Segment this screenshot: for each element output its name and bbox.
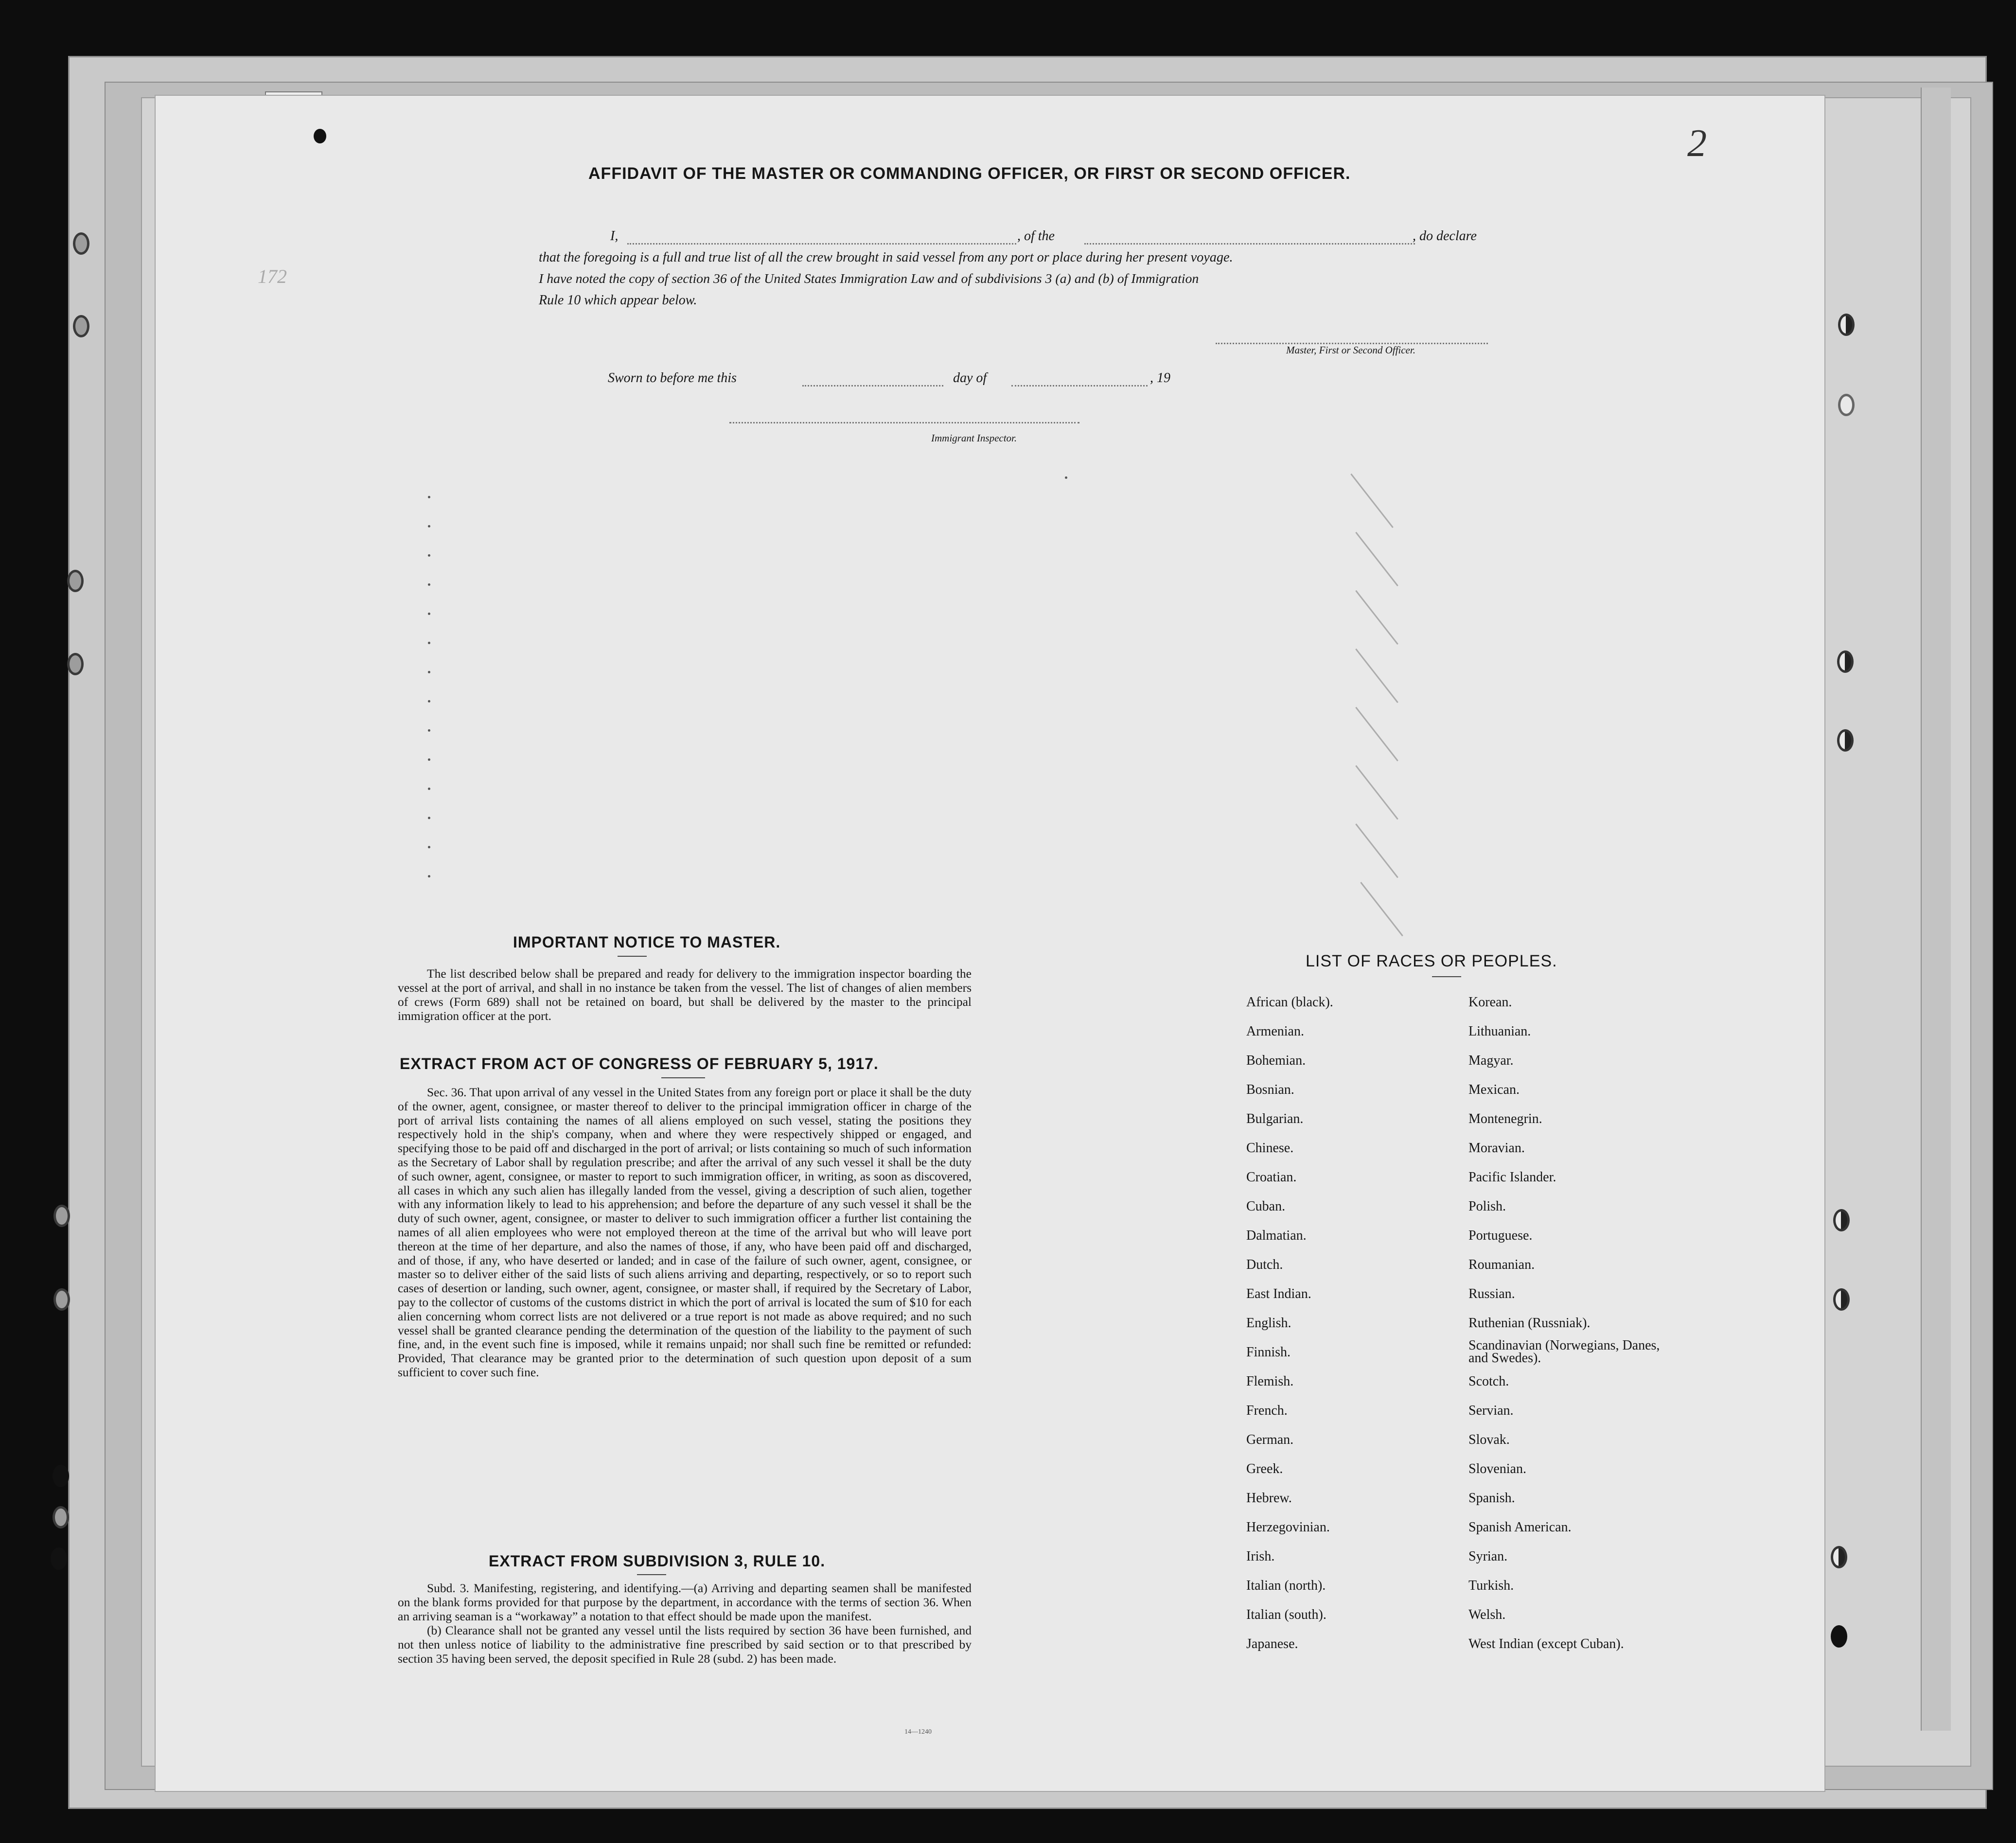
race-item: Herzegovinian. xyxy=(1246,1520,1330,1535)
race-item: Korean. xyxy=(1468,995,1512,1010)
page-number-mark: 2 xyxy=(1687,122,1707,165)
race-item: Moravian. xyxy=(1468,1141,1525,1156)
binder-hole xyxy=(67,570,84,592)
race-item: Bulgarian. xyxy=(1246,1111,1304,1126)
binder-hole xyxy=(73,315,89,337)
race-item: Armenian. xyxy=(1246,1024,1304,1039)
row-mark xyxy=(428,758,430,761)
binder-hole xyxy=(1833,1288,1850,1311)
race-item: Greek. xyxy=(1246,1461,1283,1476)
year-text: , 19 xyxy=(1150,370,1170,386)
rule-para-b: (b) Clearance shall not be granted any vessel until the lists required by section 36 have been furnished, and not then unless notice of liability to the administrative fine prescribed by said section or to that prescribed by section 35 having been served, the deposit specified in Rule 28 (subd. 2) has been made. xyxy=(398,1623,972,1666)
race-item: Pacific Islander. xyxy=(1468,1170,1556,1185)
punch-dot xyxy=(314,129,326,143)
race-item: Dalmatian. xyxy=(1246,1228,1307,1243)
race-item: German. xyxy=(1246,1432,1294,1447)
act-extract-title: EXTRACT FROM ACT OF CONGRESS OF FEBRUARY 5, 1917. xyxy=(400,1055,879,1072)
row-mark xyxy=(428,496,430,498)
races-list-right xyxy=(1468,995,1678,1666)
races-title: LIST OF RACES OR PEOPLES. xyxy=(1306,952,1557,970)
day-blank xyxy=(802,385,943,386)
row-mark xyxy=(428,788,430,790)
row-mark xyxy=(428,729,430,732)
race-item: Ruthenian (Russniak). xyxy=(1468,1316,1591,1331)
affidavit-line-3: I have noted the copy of section 36 of the United States Immigration Law and of subdivisions 3 (a) and (b) of Immigration xyxy=(539,271,1199,286)
race-item: Lithuanian. xyxy=(1468,1024,1531,1039)
affidavit-do-declare: , do declare xyxy=(1413,228,1477,244)
race-item: Dutch. xyxy=(1246,1257,1283,1272)
rule-para-a: Subd. 3. Manifesting, registering, and identifying.—(a) Arriving and departing seamen shall be manifested on the blank forms provided for that purpose by the department, in accordance with the terms of section 36. When an arriving seaman is a “workaway” a notation to that effect should be made upon the manifest. xyxy=(398,1581,972,1623)
notice-title: IMPORTANT NOTICE TO MASTER. xyxy=(513,933,781,951)
race-item: Spanish. xyxy=(1468,1491,1515,1506)
race-item: English. xyxy=(1246,1316,1291,1331)
race-item: African (black). xyxy=(1246,995,1333,1010)
rule-extract-body xyxy=(398,1581,972,1666)
binder-hole xyxy=(1838,394,1855,416)
title-rule xyxy=(661,1077,705,1078)
binder-hole xyxy=(1838,314,1855,336)
month-blank xyxy=(1011,385,1148,386)
name-blank xyxy=(627,243,1016,245)
race-item: Italian (north). xyxy=(1246,1578,1326,1593)
binder-hole xyxy=(1833,1209,1850,1231)
print-code: 14—1240 xyxy=(904,1728,932,1736)
race-item: Japanese. xyxy=(1246,1636,1298,1651)
race-item: Hebrew. xyxy=(1246,1491,1292,1506)
race-item: Chinese. xyxy=(1246,1141,1294,1156)
affidavit-title: AFFIDAVIT OF THE MASTER OR COMMANDING OFFICER, OR FIRST OR SECOND OFFICER. xyxy=(588,164,1351,183)
binder-hole xyxy=(1837,729,1854,752)
race-item: Portuguese. xyxy=(1468,1228,1533,1243)
race-item: Scandinavian (Norwegians, Danes, and Swedes). xyxy=(1468,1338,1660,1366)
inspector-blank xyxy=(729,422,1079,423)
affidavit-i: I, xyxy=(610,228,619,244)
race-item: Russian. xyxy=(1468,1286,1515,1301)
row-mark xyxy=(428,671,430,673)
race-item: Spanish American. xyxy=(1468,1520,1572,1535)
binder-hole xyxy=(53,1205,70,1227)
race-item: Mexican. xyxy=(1468,1082,1520,1097)
row-mark xyxy=(428,525,430,527)
day-of-text: day of xyxy=(953,370,987,386)
binder-hole xyxy=(1837,650,1854,673)
binder-hole xyxy=(67,653,84,675)
race-item: Servian. xyxy=(1468,1403,1514,1418)
sworn-text: Sworn to before me this xyxy=(608,370,737,386)
binder-hole xyxy=(51,1547,67,1570)
binder-hole xyxy=(53,1465,69,1487)
race-item: Cuban. xyxy=(1246,1199,1286,1214)
races-list-left xyxy=(1246,995,1333,1666)
title-rule xyxy=(618,956,647,957)
race-item: Welsh. xyxy=(1468,1607,1506,1622)
stamp-number: 172 xyxy=(258,265,287,287)
race-item: Finnish. xyxy=(1246,1345,1291,1360)
binder-hole xyxy=(53,1506,69,1528)
row-mark xyxy=(428,613,430,615)
race-item: Turkish. xyxy=(1468,1578,1514,1593)
race-item: Croatian. xyxy=(1246,1170,1297,1185)
row-mark xyxy=(428,554,430,557)
affidavit-line-4: Rule 10 which appear below. xyxy=(539,293,697,308)
vessel-blank xyxy=(1084,243,1415,245)
row-mark xyxy=(428,817,430,819)
race-item: Irish. xyxy=(1246,1549,1275,1564)
row-mark xyxy=(428,875,430,878)
row-mark xyxy=(428,583,430,586)
race-item: Slovenian. xyxy=(1468,1461,1526,1476)
race-item: Slovak. xyxy=(1468,1432,1510,1447)
title-rule xyxy=(1432,976,1461,977)
race-item: Syrian. xyxy=(1468,1549,1508,1564)
race-item: French. xyxy=(1246,1403,1288,1418)
race-item: Bosnian. xyxy=(1246,1082,1294,1097)
act-extract-body: Sec. 36. That upon arrival of any vessel in the United States from any foreign port or place it shall be the duty of the owner, agent, consignee, or master thereof to deliver to the principal immigration officer in charge of the port of arrival lists containing the names of all aliens employed on such vessel, stating the positions they respectively hold in the ship's company, when and where they were respectively shipped or engaged, and specifying those to be paid off and discharged in the port of arrival; or lists containing so much of such information as the Secretary of Labor shall by regulation prescribe; and after the arrival of any such vessel it shall be the duty of such owner, agent, consignee, or master to report to such immigration officer, in writing, as soon as discovered, all cases in which any such alien has illegally landed from the vessel, giving a description of such alien, together with any information likely to lead to his apprehension; and before the departure of any such vessel it shall be the duty of such owner, agent, consignee, or master to deliver to such immigration officer a further list containing the names of all alien employees who were not employed thereon at the time of the arrival but who will leave port thereon at the time of her departure, and also the names of those, if any, who have been paid off and discharged, and of those, if any, who have deserted or landed; and in case of the failure of such owner, agent, consignee, or master so to deliver either of the said lists of such aliens arriving and departing, respectively, or so to report such cases of desertion or landing, such owner, agent, consignee, or master shall, if required by the Secretary of Labor, pay to the collector of customs of the customs district in which the port of arrival is located the sum of $10 for each alien concerning whom correct lists are not delivered or a true report is not made as above required; and no such vessel shall be granted clearance pending the determination of the question of the liability to the payment of such fine, and, in the event such fine is imposed, while it remains unpaid; nor shall such fine be remitted or refunded: Provided, That clearance may be granted prior to the determination of such question upon deposit of a sum sufficient to cover such fine. xyxy=(398,1085,972,1379)
affidavit-of-the: , of the xyxy=(1017,228,1055,244)
race-item: Roumanian. xyxy=(1468,1257,1535,1272)
race-item: East Indian. xyxy=(1246,1286,1311,1301)
row-mark xyxy=(428,700,430,702)
race-item: Italian (south). xyxy=(1246,1607,1326,1622)
binder-hole xyxy=(1831,1546,1847,1568)
affidavit-line-2: that the foregoing is a full and true list of all the crew brought in said vessel from any port or place during her present voyage. xyxy=(539,250,1233,265)
race-item: Montenegrin. xyxy=(1468,1111,1542,1126)
binder-hole xyxy=(1831,1625,1847,1648)
binder-hole xyxy=(73,232,89,255)
inspector-label: Immigrant Inspector. xyxy=(931,432,1017,444)
page-edge-strip xyxy=(1921,88,1951,1731)
binder-hole xyxy=(53,1288,70,1311)
title-rule xyxy=(637,1574,666,1575)
race-item: Magyar. xyxy=(1468,1053,1514,1068)
rule-extract-title: EXTRACT FROM SUBDIVISION 3, RULE 10. xyxy=(489,1552,826,1570)
notice-body: The list described below shall be prepared and ready for delivery to the immigration inspector boarding the vessel at the port of arrival, and shall in no instance be taken from the vessel. The list of changes of alien members of crews (Form 689) shall not be retained on board, but shall be delivered by the master to the principal immigration officer at the port. xyxy=(398,966,972,1023)
row-mark xyxy=(428,642,430,644)
race-item: Bohemian. xyxy=(1246,1053,1306,1068)
race-item: Flemish. xyxy=(1246,1374,1294,1389)
row-mark xyxy=(1065,476,1067,479)
race-item: Scotch. xyxy=(1468,1374,1509,1389)
row-mark xyxy=(428,846,430,848)
master-label: Master, First or Second Officer. xyxy=(1286,344,1415,356)
race-item: Polish. xyxy=(1468,1199,1506,1214)
race-item: West Indian (except Cuban). xyxy=(1468,1636,1624,1651)
